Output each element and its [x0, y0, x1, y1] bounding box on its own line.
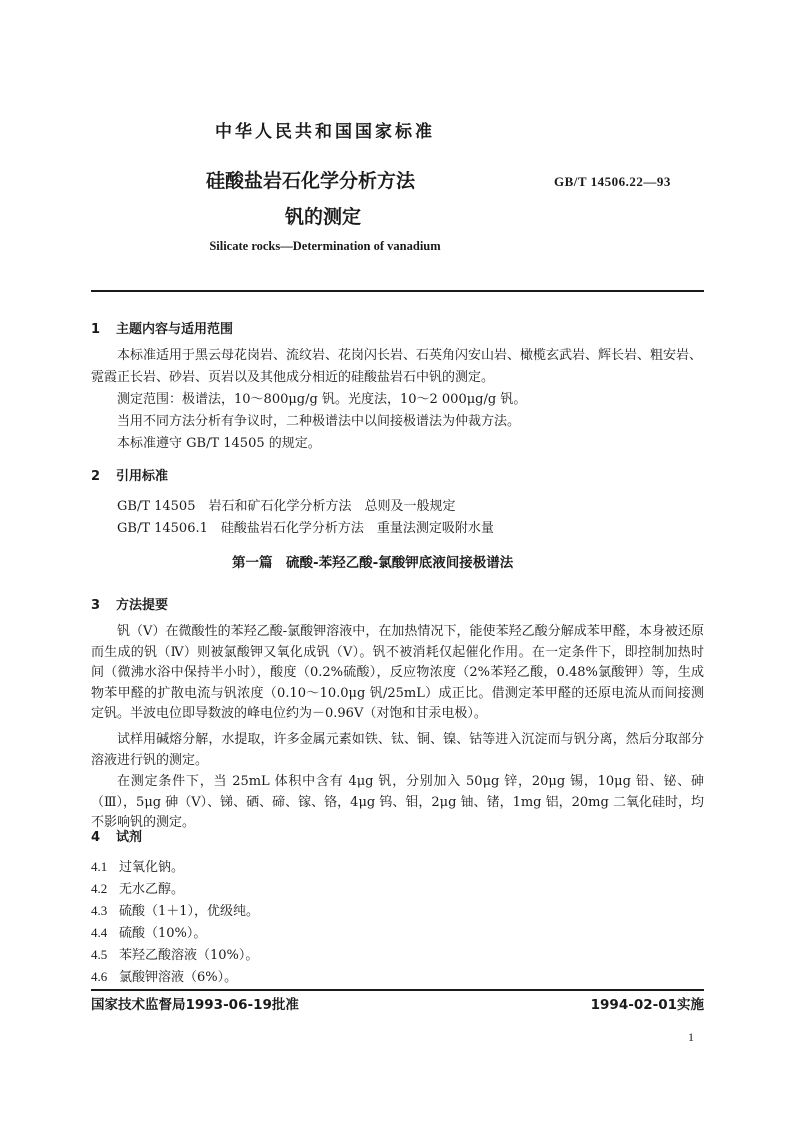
section-1-range: 测定范围：极谱法，10～800μg/g 钒。光度法，10～2 000μg/g 钒。: [117, 392, 527, 407]
national-standard-heading: 中华人民共和国国家标准: [215, 122, 435, 142]
reagent-text: 氯酸钾溶液（6%）。: [119, 970, 238, 985]
footer-rule: [91, 989, 704, 991]
standard-code: GB/T 14506.22—93: [554, 174, 671, 189]
approval-statement: 国家技术监督局1993-06-19批准: [91, 997, 299, 1013]
reagent-number: 4.5: [91, 947, 108, 962]
reference-1: GB/T 14505 岩石和矿石化学分析方法 总则及一般规定: [117, 499, 456, 514]
section-3-heading: [91, 594, 168, 613]
header-rule: [91, 290, 704, 292]
part-title: 第一篇 硫酸-苯羟乙酸-氯酸钾底液间接极谱法: [232, 555, 514, 571]
section-2-heading: [91, 465, 168, 484]
reagent-number: 4.2: [91, 881, 108, 896]
reagent-number: 4.6: [91, 969, 108, 984]
reagent-text: 硫酸（10%）。: [119, 926, 207, 941]
section-1-heading: [91, 318, 233, 337]
reagent-text: 硫酸（1＋1），优级纯。: [119, 904, 260, 919]
reagent-item: [91, 967, 237, 988]
section-1-paragraph-1-cont: 霓霞正长岩、砂岩、页岩以及其他成分相近的硅酸盐岩石中钒的测定。: [91, 370, 495, 385]
reagent-number: 4.3: [91, 903, 108, 918]
section-3-interference: 在测定条件下，当 25mL 体积中含有 4μg 钒，分别加入 50μg 锌，20μg 锡，10μg 铅、铋、砷（Ⅲ），5μg 砷（Ⅴ）、锑、硒、碲、镓、铬，4μg 钨、钼，2μg 铀、锗，1mg 铝，20mg 二氧化硅时，均不影响钒的测定。: [91, 774, 704, 830]
english-title: Silicate rocks—Determination of vanadium: [209, 239, 441, 253]
section-3-principle: 钒（Ⅴ）在微酸性的苯羟乙酸-氯酸钾溶液中，在加热情况下，能使苯羟乙酸分解成苯甲醛，本身被还原而生成的钒（Ⅳ）则被氯酸钾又氧化成钒（Ⅴ）。钒不被消耗仅起催化作用。在一定条件下，即控制加热时间（微沸水浴中保持半小时），酸度（0.2%硫酸），反应物浓度（2%苯羟乙酸，0.48%氯酸钾）等，生成物苯甲醛的扩散电流与钒浓度（0.10～10.0μg 钒/25mL）成正比。借测定苯甲醛的还原电流从而间接测定钒。半波电位即导数波的峰电位约为－0.96V（对饱和甘汞电极）。: [91, 624, 704, 721]
reference-2: GB/T 14506.1 硅酸盐岩石化学分析方法 重量法测定吸附水量: [117, 521, 494, 536]
reagent-item: [91, 857, 184, 878]
reagent-number: 4.4: [91, 925, 108, 940]
reagent-item: [91, 901, 259, 922]
document-title: 硅酸盐岩石化学分析方法: [206, 170, 416, 192]
page-number: 1: [688, 1030, 694, 1044]
section-1-paragraph-1: 本标准适用于黑云母花岗岩、流纹岩、花岗闪长岩、石英角闪安山岩、橄榄玄武岩、辉长岩、粗安岩、: [117, 348, 703, 363]
section-3-title: 方法提要: [116, 598, 169, 613]
section-2-number: 2: [91, 469, 101, 484]
reagent-text: 过氧化钠。: [119, 860, 185, 875]
reagent-text: 苯羟乙酸溶液（10%）。: [119, 948, 259, 963]
section-1-title: 主题内容与适用范围: [116, 322, 234, 337]
section-1-arbitration: 当用不同方法分析有争议时，二种极谱法中以间接极谱法为仲裁方法。: [117, 414, 521, 429]
reagent-item: [91, 945, 258, 966]
reagent-number: 4.1: [91, 859, 108, 874]
reagent-item: [91, 923, 206, 944]
section-1-number: 1: [91, 322, 101, 337]
section-4-heading: [91, 826, 142, 845]
reagent-text: 无水乙醇。: [119, 882, 185, 897]
section-1-compliance: 本标准遵守 GB/T 14505 的规定。: [117, 436, 321, 451]
section-2-title: 引用标准: [116, 469, 169, 484]
document-title-line2: 钒的测定: [285, 206, 362, 228]
section-4-number: 4: [91, 830, 101, 845]
implementation-date: 1994-02-01实施: [590, 997, 704, 1013]
section-3-decomposition: 试样用碱熔分解，水提取，许多金属元素如铁、钛、铜、镍、钴等进入沉淀而与钒分离，然后分取部分溶液进行钒的测定。: [91, 732, 704, 768]
section-4-title: 试剂: [116, 830, 143, 845]
reagent-item: [91, 879, 184, 900]
section-3-number: 3: [91, 598, 101, 613]
